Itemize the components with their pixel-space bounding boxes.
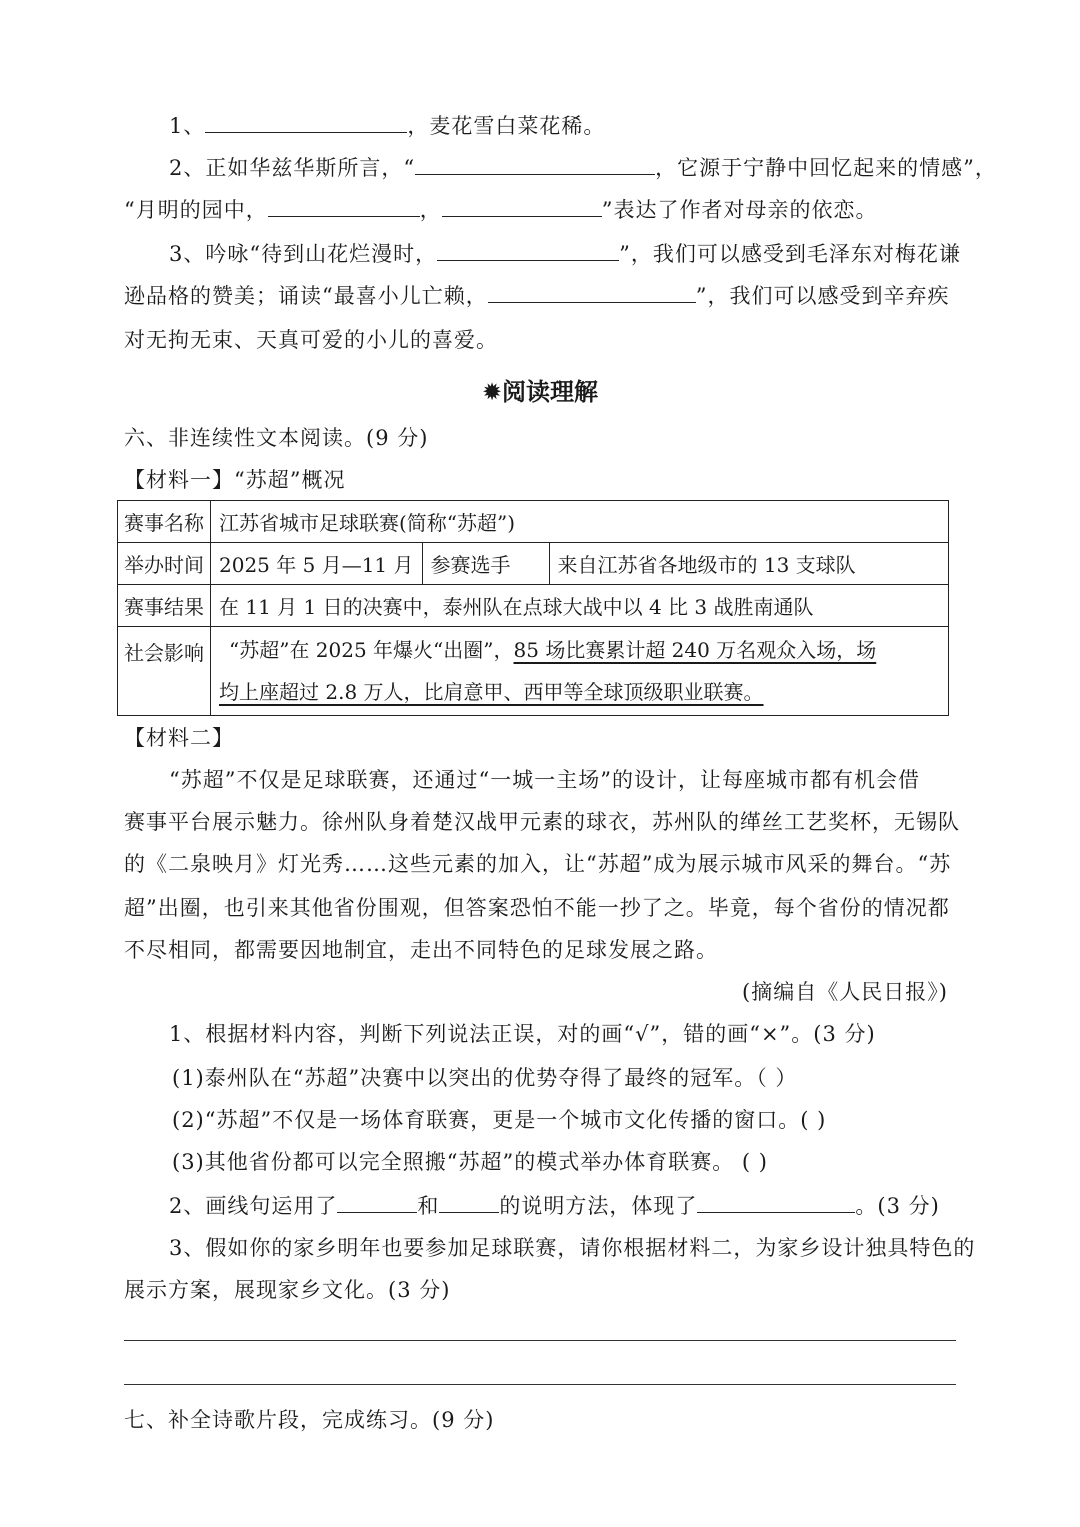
impact-text: “苏超”在 2025 年爆火“出圈”， (229, 638, 514, 662)
answer-line[interactable] (124, 1384, 956, 1385)
answer-blank[interactable] (205, 114, 407, 133)
material1-title: 【材料一】“苏超”概况 (124, 468, 346, 492)
fill-q1 (169, 112, 605, 140)
q2-part-a: 2、画线句运用了 (169, 1194, 338, 1218)
q3-text5: 对无拘无束、天真可爱的小儿的喜爱。 (124, 328, 498, 352)
source-note: (摘编自《人民日报》) (742, 980, 948, 1004)
answer-blank[interactable] (337, 1194, 417, 1213)
table-row (118, 627, 949, 716)
table-row (118, 585, 949, 627)
answer-blank[interactable] (437, 242, 619, 261)
underlined-sentence: 85 场比赛累计超 240 万名观众入场，场 (513, 638, 877, 662)
material2-line: 的《二泉映月》灯光秀……这些元素的加入，让“苏超”成为展示城市风采的舞台。“苏 (124, 852, 952, 876)
table-label: 参赛选手 (422, 543, 549, 585)
question-1-item: (2)“苏超”不仅是一场体育联赛，更是一个城市文化传播的窗口。( ) (172, 1108, 827, 1132)
answer-blank[interactable] (439, 1194, 499, 1213)
part6-title: 六、非连续性文本阅读。(9 分) (124, 426, 429, 450)
q3-text4: ”，我们可以感受到辛弃疾 (695, 284, 950, 308)
table-cell (211, 627, 949, 716)
q2-text5: ”表达了作者对母亲的依恋。 (601, 198, 878, 222)
q2-text4: ， (419, 198, 442, 222)
question-1-item: (1)泰州队在“苏超”决赛中以突出的优势夺得了最终的冠军。（ ） (172, 1066, 798, 1090)
table-cell: 在 11 月 1 日的决赛中，泰州队在点球大战中以 4 比 3 战胜南通队 (211, 585, 949, 627)
table-row (118, 543, 949, 585)
fill-q2-line2 (124, 196, 878, 224)
asterisk-icon: ✹ (481, 378, 503, 406)
question-3-line2: 展示方案，展现家乡文化。(3 分) (124, 1278, 451, 1302)
material2-line: 不尽相同，都需要因地制宜，走出不同特色的足球发展之路。 (124, 938, 718, 962)
answer-blank[interactable] (488, 284, 696, 303)
question-1-item: (3)其他省份都可以完全照搬“苏超”的模式举办体育联赛。 ( ) (172, 1150, 768, 1174)
section-title-text: 阅读理解 (502, 378, 599, 406)
fill-q3-line3 (124, 326, 498, 354)
q2-part-d: 。(3 分) (855, 1194, 940, 1218)
table-label: 赛事结果 (118, 585, 211, 627)
table-cell: 2025 年 5 月—11 月 (211, 543, 423, 585)
q2-part-c: 的说明方法，体现了 (499, 1194, 698, 1218)
info-table (117, 500, 949, 716)
q2-text1: 正如华兹华斯所言，“ (205, 156, 416, 180)
question-3-line1: 3、假如你的家乡明年也要参加足球联赛，请你根据材料二，为家乡设计独具特色的 (169, 1236, 976, 1260)
q1-number: 1、 (169, 114, 206, 138)
q3-number: 3、 (169, 242, 206, 266)
answer-blank[interactable] (268, 198, 420, 217)
q3-text1: 吟咏“待到山花烂漫时， (205, 242, 438, 266)
answer-blank[interactable] (415, 156, 655, 175)
fill-q3-line1 (169, 240, 961, 268)
q1-text: ，麦花雪白菜花稀。 (407, 114, 606, 138)
material2-line: “苏超”不仅是足球联赛，还通过“一城一主场”的设计，让每座城市都有机会借 (169, 768, 920, 792)
q2-text2: ，它源于宁静中回忆起来的情感”， (655, 156, 997, 180)
table-cell: 江苏省城市足球联赛(简称“苏超”) (211, 501, 949, 543)
table-label: 赛事名称 (118, 501, 211, 543)
answer-blank[interactable] (697, 1194, 855, 1213)
question-1: 1、根据材料内容，判断下列说法正误，对的画“√”，错的画“×”。(3 分) (169, 1022, 876, 1046)
fill-q2-line1 (169, 154, 997, 182)
question-2 (169, 1192, 940, 1220)
q2-part-b: 和 (417, 1194, 440, 1218)
answer-line[interactable] (124, 1340, 956, 1341)
underlined-sentence: 均上座超过 2.8 万人，比肩意甲、西甲等全球顶级职业联赛。 (219, 680, 764, 704)
q3-text2: ”，我们可以感受到毛泽东对梅花谦 (619, 242, 961, 266)
table-cell: 来自江苏省各地级市的 13 支球队 (549, 543, 948, 585)
section-title (0, 372, 1080, 407)
q2-text3: “月明的园中， (124, 198, 268, 222)
material2-line: 赛事平台展示魅力。徐州队身着楚汉战甲元素的球衣，苏州队的缂丝工艺奖杯，无锡队 (124, 810, 960, 834)
fill-q3-line2 (124, 282, 949, 310)
answer-blank[interactable] (442, 198, 602, 217)
material2-title: 【材料二】 (124, 726, 234, 750)
q3-text3: 逊品格的赞美；诵读“最喜小儿亡赖， (124, 284, 488, 308)
q2-number: 2、 (169, 156, 206, 180)
table-label: 举办时间 (118, 543, 211, 585)
part7-title: 七、补全诗歌片段，完成练习。(9 分) (124, 1408, 495, 1432)
material2-line: 超”出圈，也引来其他省份围观，但答案恐怕不能一抄了之。毕竟，每个省份的情况都 (124, 896, 950, 920)
table-row (118, 501, 949, 543)
table-label: 社会影响 (118, 627, 211, 716)
